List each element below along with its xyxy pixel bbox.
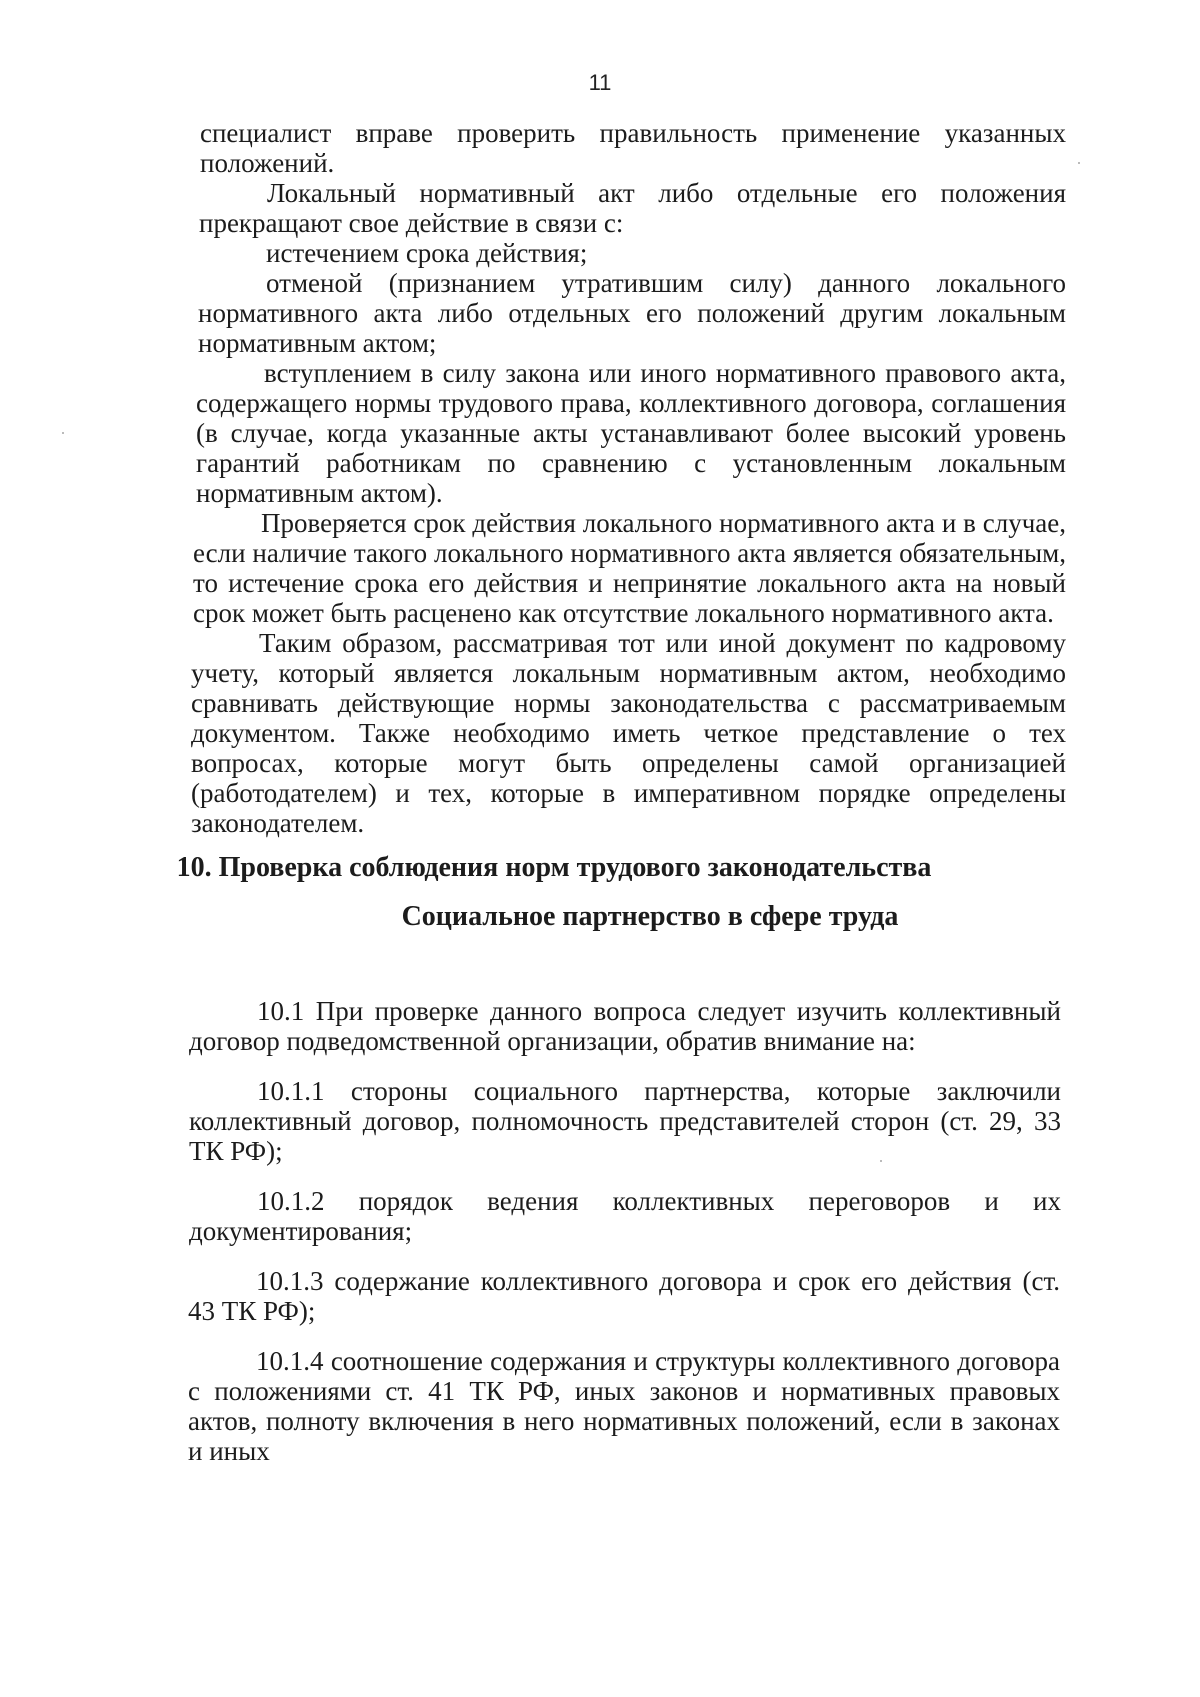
section-title: 10. Проверка соблюдения норм трудового законодательства bbox=[176, 852, 932, 883]
item-10-1-1: 10.1.1 стороны социального партнерства, которые заключили коллективный договор, полномочность представителей сторон (ст. 29, 33 ТК РФ); bbox=[189, 1076, 1061, 1166]
scan-speck bbox=[62, 432, 64, 434]
item-10-1-4: 10.1.4 соотношение содержания и структуры коллективного договора с положениями ст. 41 ТК РФ, иных законов и нормативных правовых актов, полноту включения в него нормативных положений, если в законах и иных bbox=[188, 1346, 1060, 1466]
item-10-1: 10.1 При проверке данного вопроса следует изучить коллективный договор подведомственной организации, обратив внимание на: bbox=[189, 996, 1061, 1056]
paragraph-continuation: специалист вправе проверить правильность применение указанных положений. bbox=[200, 118, 1066, 178]
page-number: 11 bbox=[588, 70, 612, 95]
paragraph-termination-intro: Локальный нормативный акт либо отдельные его положения прекращают свое действие в связи с: bbox=[199, 178, 1066, 238]
item-10-1-2: 10.1.2 порядок ведения коллективных переговоров и их документирования; bbox=[189, 1186, 1061, 1246]
paragraph-law-entry: вступлением в силу закона или иного нормативного правового акта, содержащего нормы трудового права, коллективного договора, соглашения (в случае, когда указанные акты устанавливают более высокий уровень гарантий работникам по сравнению с установленным локальным нормативным актом). bbox=[196, 358, 1066, 508]
scan-speck bbox=[880, 1160, 882, 1162]
scan-speck bbox=[1078, 162, 1080, 164]
paragraph-expiry: истечением срока действия; bbox=[266, 238, 588, 268]
paragraph-conclusion: Таким образом, рассматривая тот или иной документ по кадровому учету, который является локальным нормативным актом, необходимо сравнивать действующие нормы законодательства с рассматриваемым документом. Также необходимо иметь четкое представление о тех вопросах, которые могут быть определены самой организацией (работодателем) и тех, которые в императивном порядке определены законодателем. bbox=[191, 628, 1066, 838]
item-10-1-3: 10.1.3 содержание коллективного договора и срок его действия (ст. 43 ТК РФ); bbox=[188, 1266, 1060, 1326]
section-subtitle: Социальное партнерство в сфере труда bbox=[401, 901, 899, 932]
paragraph-cancellation: отменой (признанием утратившим силу) данного локального нормативного акта либо отдельных его положений другим локальным нормативным актом; bbox=[198, 268, 1066, 358]
paragraph-validity-check: Проверяется срок действия локального нормативного акта и в случае, если наличие такого локального нормативного акта является обязательным, то истечение срока его действия и непринятие локального акта на новый срок может быть расценено как отсутствие локального нормативного акта. bbox=[193, 508, 1066, 628]
